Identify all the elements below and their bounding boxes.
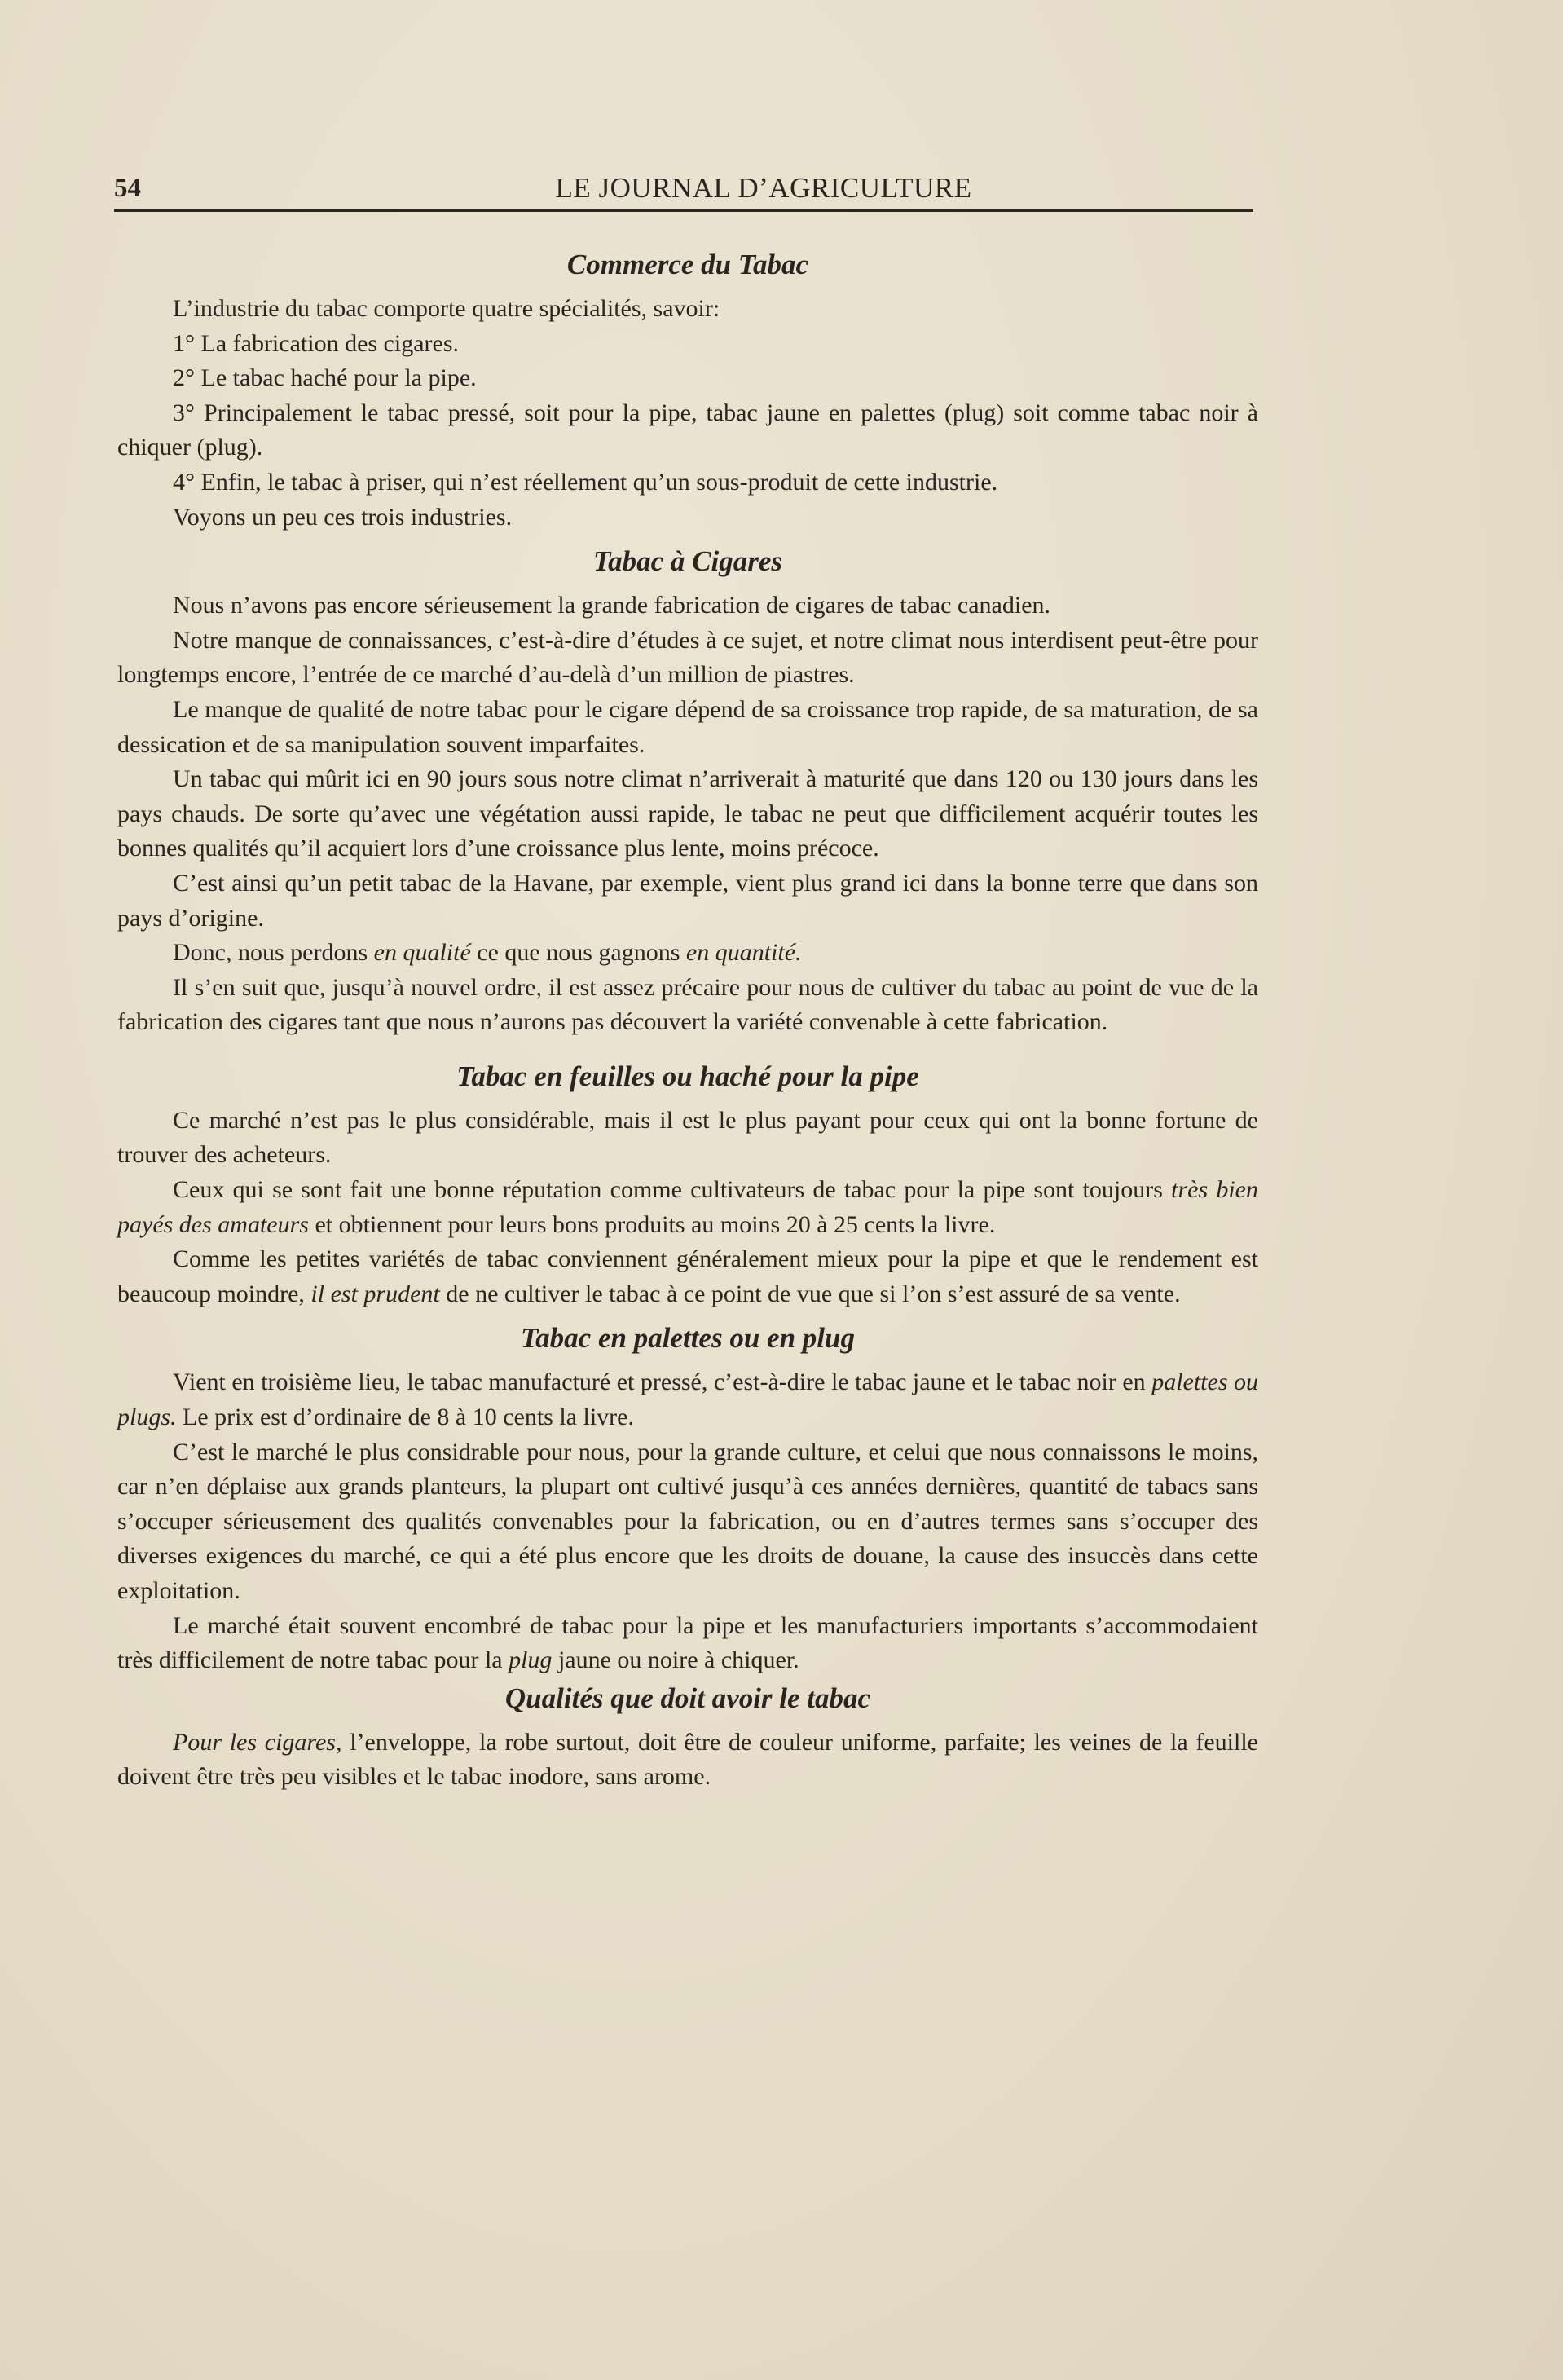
emphasis: plug (509, 1646, 553, 1674)
section-title-feuilles: Tabac en feuilles ou haché pour la pipe (456, 1060, 919, 1092)
paragraph: Un tabac qui mûrit ici en 90 jours sous notre climat n’arriverait à maturité que dans 120 ou 130 jours dans les pays chauds. De sorte qu’avec une végétation aussi rapide, le tabac ne peut que difficilement acquérir toutes les bonnes qualités qu’il acquiert lors d’une croissance plus lente, moins précoce. (117, 765, 1258, 862)
text-run: Vient en troisième lieu, le tabac manufacturé et pressé, c’est-à-dire le tabac jaune et le tabac noir en (173, 1368, 1152, 1396)
page-header (114, 165, 1255, 211)
paragraph: Voyons un peu ces trois industries. (173, 503, 513, 531)
paragraph (117, 1365, 1258, 1435)
text-run: jaune ou noire à chiquer. (552, 1646, 799, 1674)
list-item: 1° La fabrication des cigares. (173, 329, 460, 357)
emphasis: palettes ou plugs. (117, 1368, 1259, 1431)
text-run: de ne cultiver le tabac à ce point de vue que si l’on s’est assuré de sa vente. (439, 1280, 1181, 1307)
section-title-palettes: Tabac en palettes ou en plug (521, 1322, 855, 1355)
paragraph (117, 1726, 1258, 1795)
header-rule (114, 209, 1253, 212)
text-run: l’enveloppe, la robe surtout, doit être de couleur uniforme, parfaite; les veines de la feuille doivent être très peu visibles et le tabac inodore, sans arome. (117, 1728, 1258, 1791)
text-run: Comme les petites variétés de tabac conviennent généralement mieux pour la pipe et que le rendement est beaucoup moindre, (117, 1245, 1258, 1307)
section-title-qualites: Qualités que doit avoir le tabac (504, 1681, 871, 1714)
paragraph (117, 1242, 1258, 1311)
paragraph: C’est ainsi qu’un petit tabac de la Havane, par exemple, vient plus grand ici dans la bonne terre que dans son pays d’origine. (117, 869, 1258, 932)
article-body (117, 245, 1258, 1795)
paragraph: C’est le marché le plus considrable pour nous, pour la grande culture, et celui que nous connaissons le moins, car n’en déplaise aux grands planteurs, la plupart ont cultivé jusqu’à ces années dernières, quantité de tabacs sans s’occuper sérieusement des qualités convenables pour la fabrication, ou en d’autres termes sans s’occuper des diverses exigences du marché, ce qui a été plus encore que les droits de douane, la cause des insuccès dans cette exploitation. (117, 1438, 1258, 1604)
paragraph: L’industrie du tabac comporte quatre spécialités, savoir: (173, 295, 720, 322)
emphasis: en quantité. (685, 939, 802, 967)
page-number: 54 (114, 173, 141, 203)
list-item: 2° Le tabac haché pour la pipe. (173, 364, 477, 392)
paragraph (117, 936, 1258, 971)
paragraph: Il s’en suit que, jusqu’à nouvel ordre, il est assez précaire pour nous de cultiver du tabac au point de vue de la fabrication des cigares tant que nous n’aurons pas découvert la variété convenable à cette fabrication. (117, 973, 1258, 1036)
paragraph: Notre manque de connaissances, c’est-à-dire d’études à ce sujet, et notre climat nous interdisent peut-être pour longtemps encore, l’entrée de ce marché d’au-delà d’un million de piastres. (117, 626, 1258, 689)
text-run: Le prix est d’ordinaire de 8 à 10 cents la livre. (176, 1404, 634, 1431)
text-run: ce que nous gagnons (470, 939, 686, 967)
section-title-cigares: Tabac à Cigares (592, 545, 783, 578)
emphasis: Pour les cigares, (173, 1728, 342, 1756)
running-title: LE JOURNAL D’AGRICULTURE (555, 172, 972, 204)
paragraph: Nous n’avons pas encore sérieusement la grande fabrication de cigares de tabac canadien. (173, 592, 1051, 619)
text-run: Le marché était souvent encombré de tabac pour la pipe et les manufacturiers importants s’accommodaient très difficilement de notre tabac pour la (117, 1611, 1258, 1674)
paragraph (117, 1173, 1258, 1242)
text-run: Ceux qui se sont fait une bonne réputation comme cultivateurs de tabac pour la pipe sont toujours (173, 1176, 1172, 1204)
paragraph: Ce marché n’est pas le plus considérable, mais il est le plus payant pour ceux qui ont la bonne fortune de trouver des acheteurs. (117, 1106, 1258, 1169)
paragraph: Le manque de qualité de notre tabac pour le cigare dépend de sa croissance trop rapide, de sa maturation, de sa dessication et de sa manipulation souvent imparfaites. (117, 695, 1258, 758)
text-run: et obtiennent pour leurs bons produits au moins 20 à 25 cents la livre. (308, 1210, 996, 1238)
list-item: 4° Enfin, le tabac à priser, qui n’est réellement qu’un sous-produit de cette industrie. (173, 468, 998, 496)
emphasis: en qualité (373, 939, 471, 967)
emphasis: il est prudent (310, 1280, 440, 1307)
emphasis: très bien payés des amateurs (117, 1176, 1258, 1238)
paragraph (117, 1609, 1258, 1678)
section-title-commerce: Commerce du Tabac (566, 249, 809, 280)
list-item: 3° Principalement le tabac pressé, soit pour la pipe, tabac jaune en palettes (plug) soit comme tabac noir à chiquer (plug). (117, 399, 1258, 461)
text-run: Donc, nous perdons (173, 939, 374, 967)
